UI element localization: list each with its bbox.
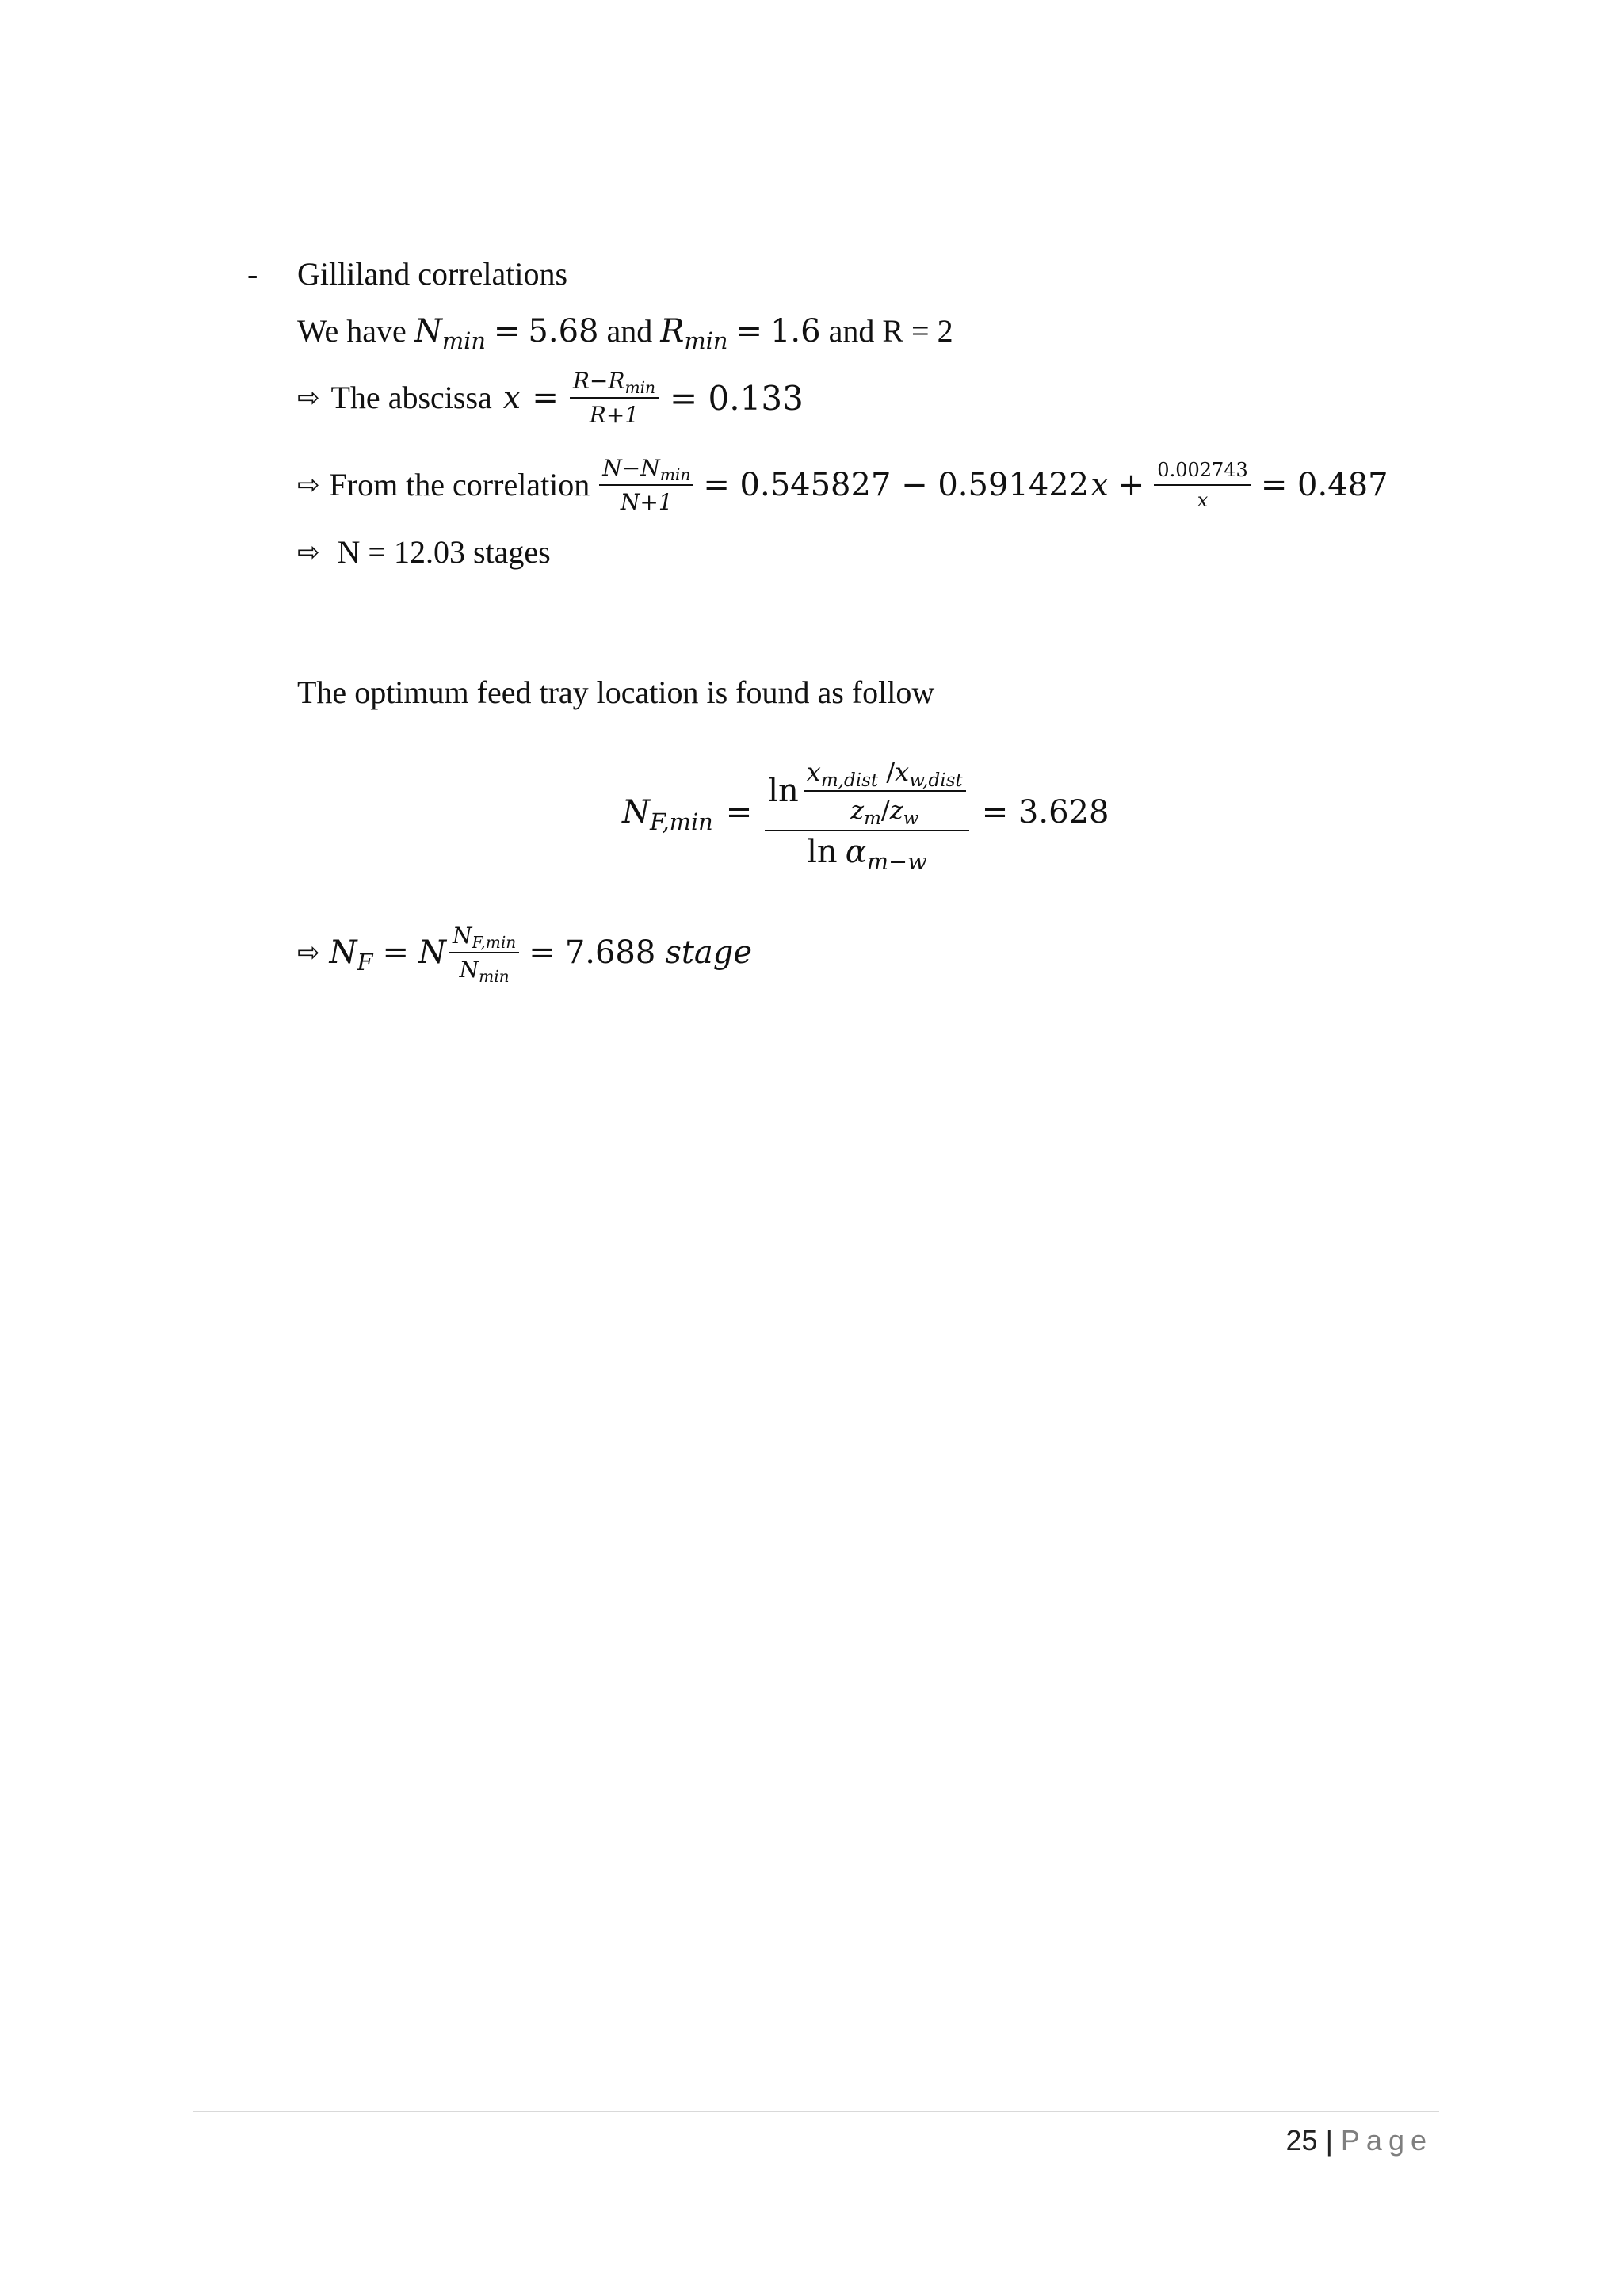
nf-fraction: $\frac{N_{F,min}}{N_{min}}$ [449, 923, 519, 983]
correlation-line [297, 455, 1388, 515]
correlation-fraction: $\frac{N-N_{min}}{N+1}$ [599, 455, 693, 515]
nmin-symbol: $N_{min}$ [414, 313, 486, 355]
abscissa-label: The abscissa [330, 380, 492, 415]
arrow-icon: ⇨ [297, 469, 320, 501]
rmin-value: 1.6 [769, 313, 821, 350]
r-value-text: and R = 2 [828, 313, 953, 349]
equals-sign: = [493, 313, 521, 350]
feed-tray-result: = 3.628 [981, 794, 1109, 831]
given-prefix: We have [297, 313, 407, 349]
abscissa-fraction: $\frac{R-R_{min}}{R+1}$ [570, 368, 659, 428]
page-number: 25 [1285, 2124, 1318, 2157]
nf-line [297, 923, 753, 987]
stages-result: N = 12.03 stages [337, 534, 551, 570]
page-footer [1286, 2124, 1433, 2157]
nmin-value: 5.68 [528, 313, 599, 350]
footer-divider [193, 2111, 1439, 2112]
arrow-icon: ⇨ [297, 937, 320, 968]
arrow-icon: ⇨ [297, 537, 320, 568]
abscissa-result: = 0.133 [670, 378, 804, 418]
stages-line [297, 534, 551, 570]
abscissa-line [297, 368, 804, 428]
and-text: and [606, 313, 653, 349]
nf-unit: stage [665, 934, 753, 971]
equals-sign: = [532, 380, 559, 416]
correlation-result: = 0.487 [1260, 467, 1388, 503]
equals-sign: = [735, 313, 762, 350]
correlation-x: x [1090, 467, 1109, 503]
footer-separator: | [1325, 2124, 1333, 2157]
equals-sign: = [382, 934, 409, 971]
correlation-fraction-2: $\frac{0.002743}{x}$ [1154, 459, 1251, 511]
abscissa-var: x [502, 380, 521, 416]
nf-symbol: $N_F$ [329, 934, 373, 976]
given-values-line [297, 313, 953, 355]
page-word: Page [1340, 2124, 1433, 2157]
section-title: Gilliland correlations [297, 256, 568, 292]
bullet-dash: - [247, 256, 258, 292]
rmin-symbol: $R_{min}$ [660, 313, 728, 355]
n-symbol: N [418, 934, 446, 971]
correlation-expression: = 0.545827 − 0.591422 [703, 467, 1090, 503]
nf-value: 7.688 [564, 934, 656, 971]
equals-sign: = [725, 794, 753, 831]
nfmin-symbol: $N_{F,min}$ [622, 794, 713, 836]
equals-sign: = [529, 934, 556, 971]
arrow-icon: ⇨ [297, 382, 320, 414]
plus-sign: + [1117, 467, 1145, 503]
feed-tray-intro: The optimum feed tray location is found as follow [297, 674, 935, 710]
feed-tray-equation [622, 757, 1109, 876]
correlation-label: From the correlation [329, 467, 590, 502]
feed-tray-fraction: ln $\frac{x_{m,dist} /x_{w,dist}}{z_m/z_w}$ $\ln \alpha_{m-w}$ [765, 757, 968, 868]
